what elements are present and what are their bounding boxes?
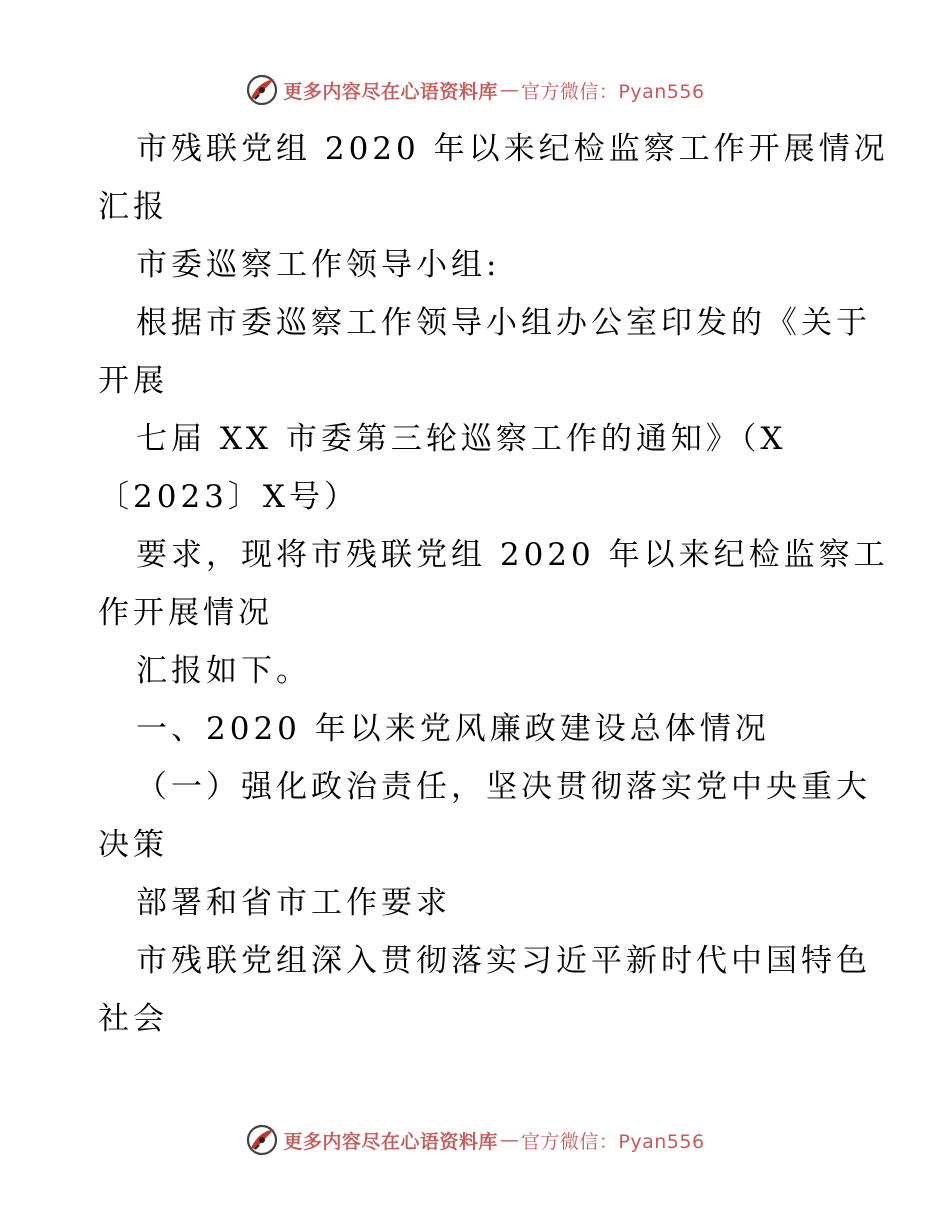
banner-brand-text: 更多内容尽在心语资料库	[283, 1130, 498, 1153]
text-line-13: 决策	[98, 827, 168, 863]
text-line-2: 汇报	[98, 189, 168, 225]
banner-wechat-text: 官方微信：Pyan556	[520, 80, 705, 103]
pen-circle-logo-icon	[245, 1123, 279, 1157]
document-body	[98, 120, 889, 1048]
text-line-1: 市残联党组 2020 年以来纪检监察工作开展情况	[136, 131, 889, 167]
text-line-7: 〔2023〕X号）	[98, 479, 359, 515]
text-line-3: 市委巡察工作领导小组:	[136, 247, 501, 283]
text-line-4: 根据市委巡察工作领导小组办公室印发的《关于	[136, 305, 871, 341]
text-line-16: 社会	[98, 1001, 168, 1037]
pen-circle-logo-icon	[245, 73, 279, 107]
text-line-10: 汇报如下。	[136, 653, 311, 689]
text-line-9: 作开展情况	[98, 595, 273, 631]
text-line-8: 要求，现将市残联党组 2020 年以来纪检监察工	[136, 537, 889, 573]
footer-watermark-banner	[0, 1120, 950, 1160]
text-line-5: 开展	[98, 363, 168, 399]
text-line-15: 市残联党组深入贯彻落实习近平新时代中国特色	[136, 943, 871, 979]
text-line-12: （一）强化政治责任，坚决贯彻落实党中央重大	[136, 769, 871, 805]
text-line-14: 部署和省市工作要求	[136, 885, 451, 921]
text-line-6: 七届 XX 市委第三轮巡察工作的通知》（X	[136, 421, 787, 457]
header-watermark-banner	[0, 70, 950, 110]
banner-separator: —	[499, 1129, 519, 1151]
banner-wechat-text: 官方微信：Pyan556	[520, 1130, 705, 1153]
text-line-11: 一、2020 年以来党风廉政建设总体情况	[136, 711, 770, 747]
banner-separator: —	[499, 79, 519, 101]
banner-brand-text: 更多内容尽在心语资料库	[283, 80, 498, 103]
